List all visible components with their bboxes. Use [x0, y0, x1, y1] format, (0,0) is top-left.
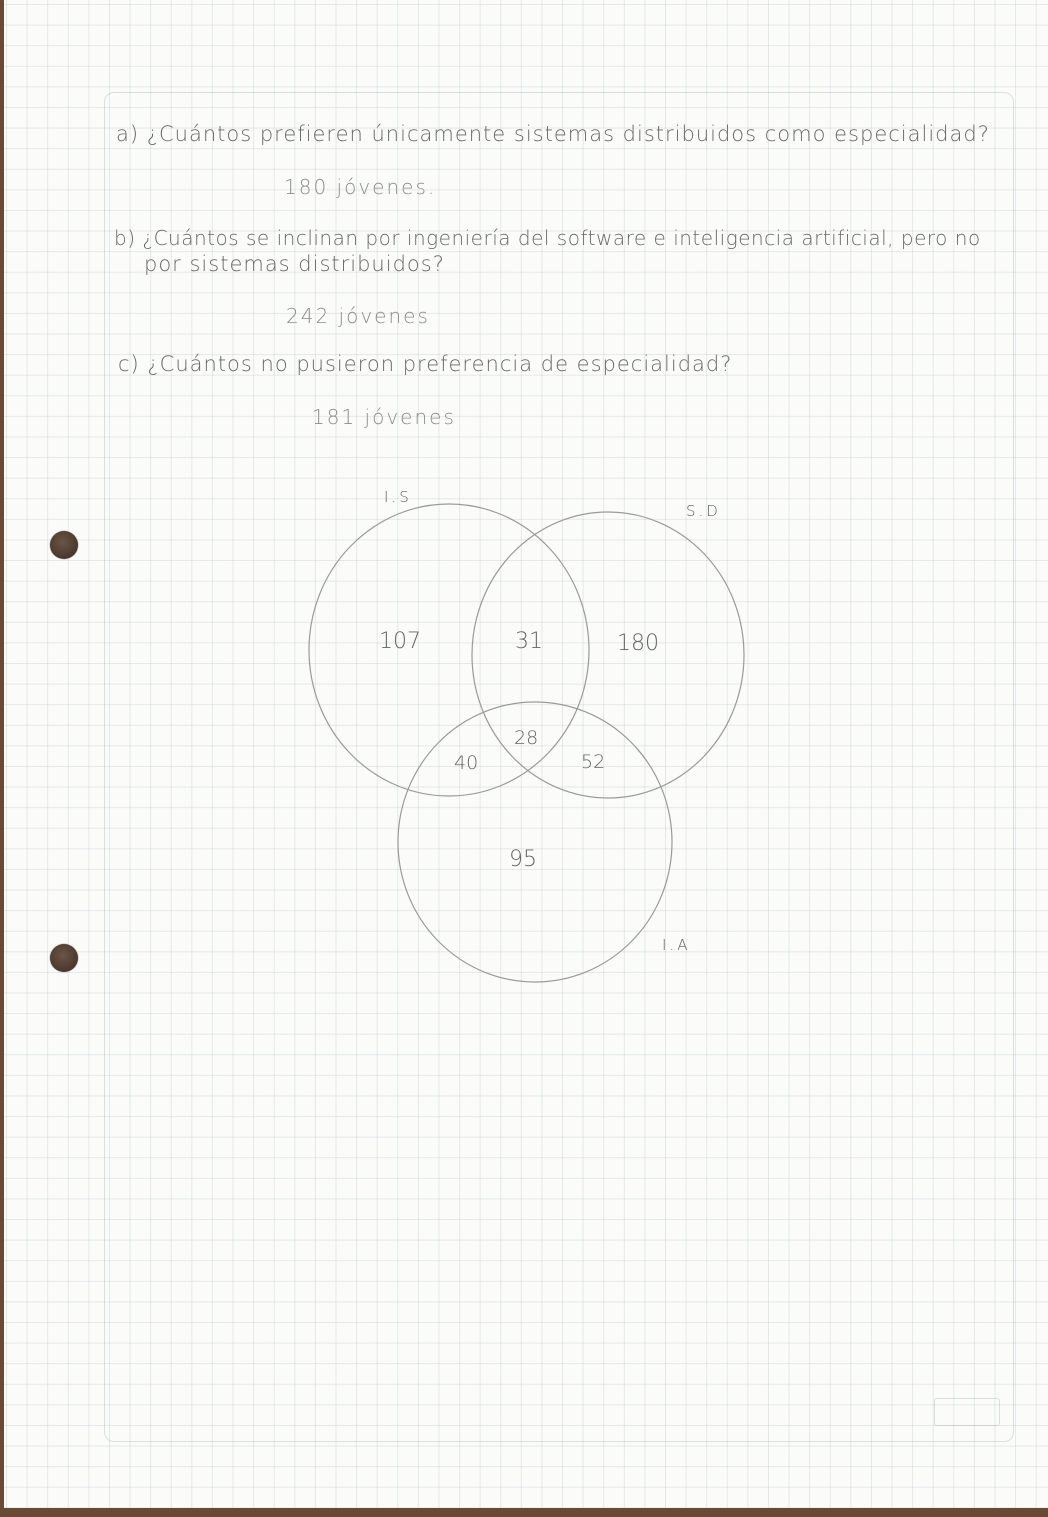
- answer-a: 180 jóvenes.: [284, 175, 437, 199]
- binder-hole-top: [50, 531, 78, 559]
- venn-region-sd-ia: 52: [581, 751, 606, 773]
- question-a: a) ¿Cuántos prefieren únicamente sistemas distribuidos como especialidad?: [116, 122, 990, 146]
- notebook-page: [4, 0, 1048, 1508]
- venn-diagram: [4, 0, 1048, 1508]
- venn-circle-sd: [472, 512, 744, 798]
- venn-region-ia-only: 95: [509, 847, 537, 872]
- venn-region-all-three: 28: [514, 727, 539, 749]
- question-b-line1: b) ¿Cuántos se inclinan por ingeniería del software e inteligencia artificial, pero no: [114, 226, 981, 250]
- venn-label-sd: S.D: [686, 502, 721, 520]
- venn-region-sd-only: 180: [617, 631, 659, 656]
- venn-region-is-only: 107: [379, 629, 421, 654]
- venn-region-is-sd: 31: [515, 629, 543, 654]
- question-b-line2: por sistemas distribuidos?: [144, 252, 445, 276]
- answer-c: 181 jóvenes: [312, 405, 456, 429]
- venn-label-is: I.S: [384, 488, 412, 506]
- binder-hole-bottom: [50, 944, 78, 972]
- venn-region-is-ia: 40: [454, 752, 479, 774]
- venn-label-ia: I.A: [662, 936, 691, 954]
- question-c: c) ¿Cuántos no pusieron preferencia de especialidad?: [118, 352, 733, 376]
- notebook-brand-mark: [934, 1398, 1000, 1426]
- answer-b: 242 jóvenes: [286, 304, 430, 328]
- venn-circle-is: [309, 504, 589, 796]
